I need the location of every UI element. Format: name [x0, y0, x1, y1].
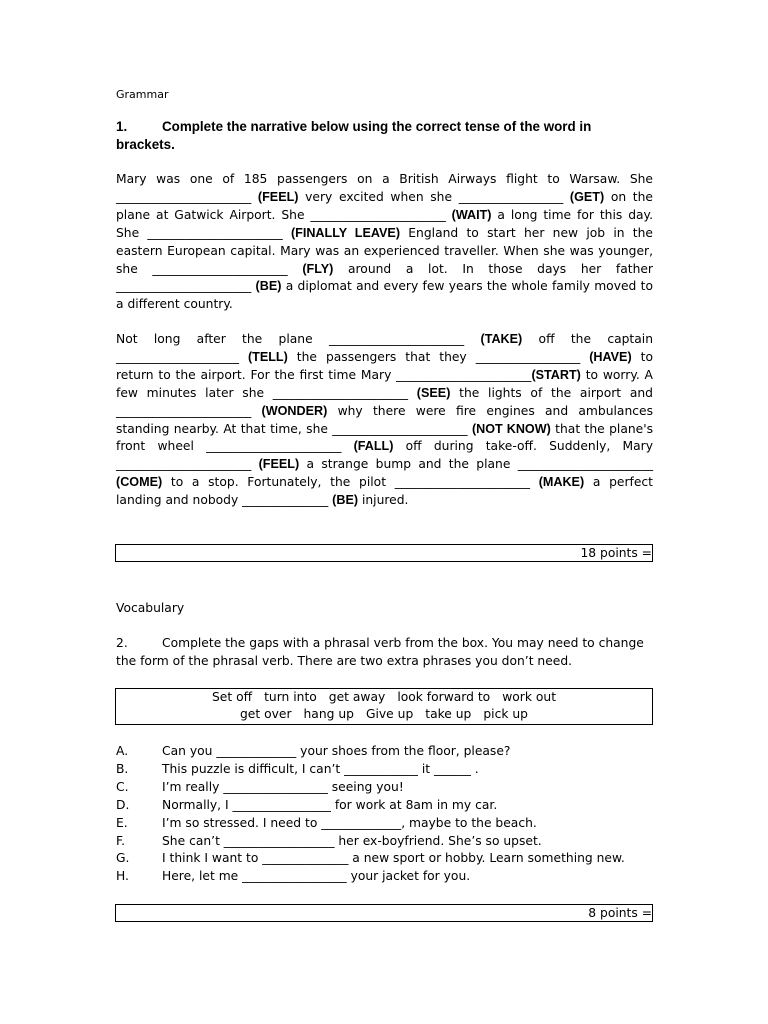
gap-fill-list	[116, 743, 653, 886]
item-letter: G.	[116, 851, 130, 866]
item-sentence: I’m so stressed. I need to _____________, maybe to the beach.	[162, 815, 537, 830]
gap-fill-item	[116, 850, 653, 868]
narrative-text: a diplomat and every few years the whole family moved to a different country.	[116, 279, 653, 312]
narrative-text: that the plane's front wheel ______________________	[116, 421, 654, 454]
item-sentence: I think I want to ______________ a new sport or hobby. Learn something new.	[162, 851, 625, 866]
bracket-verb: (TELL)	[247, 349, 288, 364]
points-box-q2: 8 points =	[115, 904, 653, 922]
narrative-text: why there were fire engines and ambulances standing nearby. At that time, she ______________________	[116, 403, 653, 436]
bracket-verb: (START)	[531, 367, 581, 382]
item-letter: B.	[116, 761, 129, 776]
narrative-text: to worry. A few minutes later she ______________________	[116, 367, 653, 400]
item-letter: E.	[116, 815, 128, 830]
bracket-verb: (TAKE)	[480, 332, 523, 346]
item-sentence: Here, let me _________________ your jacket for you.	[162, 869, 471, 884]
question-2-heading	[116, 635, 653, 671]
narrative-text: Mary was one of 185 passengers on a British Airways flight to Warsaw. She	[116, 172, 653, 186]
item-sentence: Normally, I ________________ for work at 8am in my car.	[162, 797, 498, 812]
narrative-text: very excited when she _________________	[298, 189, 570, 204]
question-2-instruction: Complete the gaps with a phrasal verb from the box. You may need to change the form of the phrasal verb. There are two extra phrases you don’t need.	[116, 636, 644, 668]
narrative-text: to return to the airport. For the first time Mary ______________________	[116, 349, 653, 382]
bracket-verb: (COME)	[116, 475, 163, 490]
phrasal-verb-option: look forward to	[397, 690, 491, 704]
item-letter: F.	[116, 833, 126, 848]
narrative-text: a long time for this day. She ______________________	[116, 207, 653, 240]
phrasal-verb-line-1	[116, 689, 652, 706]
phrasal-verb-option: Set off	[211, 690, 253, 704]
section-label-grammar: Grammar	[116, 88, 169, 101]
narrative-text: to a stop. Fortunately, the pilot ______________________	[162, 475, 539, 490]
narrative-text: ______________________	[116, 189, 258, 204]
bracket-verb: (GET)	[569, 189, 605, 204]
narrative-text: off during take-off. Suddenly, Mary ______________________	[116, 439, 653, 472]
gap-fill-item	[116, 743, 653, 761]
gap-fill-item	[116, 761, 653, 779]
gap-fill-item	[116, 797, 653, 815]
narrative-text: the lights of the airport and ______________________	[116, 385, 653, 418]
question-1-heading	[116, 118, 653, 154]
phrasal-verb-option: work out	[502, 690, 557, 704]
narrative-text: England to start her new job in the eastern European capital. Mary was an experienced traveller. When she was younger, she ______________________	[116, 225, 653, 276]
phrasal-verb-option: turn into	[264, 690, 317, 704]
bracket-verb: (HAVE)	[589, 349, 632, 364]
gap-fill-item	[116, 868, 653, 886]
bracket-verb: (FEEL)	[257, 189, 299, 204]
bracket-verb: (WONDER)	[261, 403, 328, 418]
bracket-verb: (FEEL)	[258, 457, 300, 472]
phrasal-verb-option: Give up	[365, 707, 414, 721]
question-2-number: 2.	[116, 636, 128, 650]
phrasal-verb-option: take up	[425, 707, 472, 721]
narrative-text: Not long after the plane ______________________	[116, 332, 481, 346]
phrasal-verb-box	[115, 688, 653, 725]
gap-fill-item	[116, 815, 653, 833]
item-letter: H.	[116, 869, 129, 884]
phrasal-verb-option: hang up	[303, 707, 354, 721]
gap-fill-item	[116, 833, 653, 851]
narrative-text: a perfect landing and nobody ______________	[116, 475, 653, 508]
bracket-verb: (BE)	[255, 279, 282, 294]
phrasal-verb-line-2	[116, 706, 652, 723]
bracket-verb: (BE)	[332, 493, 359, 508]
narrative-text: injured.	[358, 493, 409, 508]
bracket-verb: (NOT KNOW)	[471, 421, 551, 436]
bracket-verb: (FALL)	[353, 439, 394, 454]
points-box-q1: 18 points =	[115, 544, 653, 562]
item-sentence: This puzzle is difficult, I can’t ____________ it ______ .	[162, 761, 479, 776]
item-sentence: She can’t __________________ her ex-boyfriend. She’s so upset.	[162, 833, 542, 848]
narrative-text: off the captain ____________________	[116, 332, 653, 364]
narrative-text: a strange bump and the plane ______________________	[299, 457, 653, 472]
item-sentence: Can you _____________ your shoes from the floor, please?	[162, 744, 511, 758]
bracket-verb: (SEE)	[416, 385, 451, 400]
bracket-verb: (MAKE)	[538, 475, 585, 490]
gap-fill-item	[116, 779, 653, 797]
narrative-text: the passengers that they _________________	[287, 349, 590, 364]
bracket-verb: (WAIT)	[451, 207, 492, 222]
narrative-text: around a lot. In those days her father ______________________	[116, 261, 653, 294]
item-letter: C.	[116, 779, 129, 794]
section-label-vocabulary: Vocabulary	[116, 601, 185, 615]
phrasal-verb-option: get away	[328, 690, 386, 704]
bracket-verb: (FINALLY LEAVE)	[290, 225, 401, 240]
narrative-text: on the plane at Gatwick Airport. She ______________________	[116, 189, 653, 222]
phrasal-verb-option: pick up	[483, 707, 528, 721]
bracket-verb: (FLY)	[302, 261, 334, 276]
item-sentence: I’m really _________________ seeing you!	[162, 779, 404, 794]
question-1-instruction: Complete the narrative below using the correct tense of the word in brackets.	[116, 119, 592, 152]
narrative-paragraph-2	[116, 331, 653, 510]
phrasal-verb-option: get over	[239, 707, 292, 721]
question-1-number: 1.	[116, 119, 128, 134]
narrative-paragraph-1	[116, 171, 653, 314]
item-letter: D.	[116, 797, 130, 812]
item-letter: A.	[116, 744, 129, 758]
